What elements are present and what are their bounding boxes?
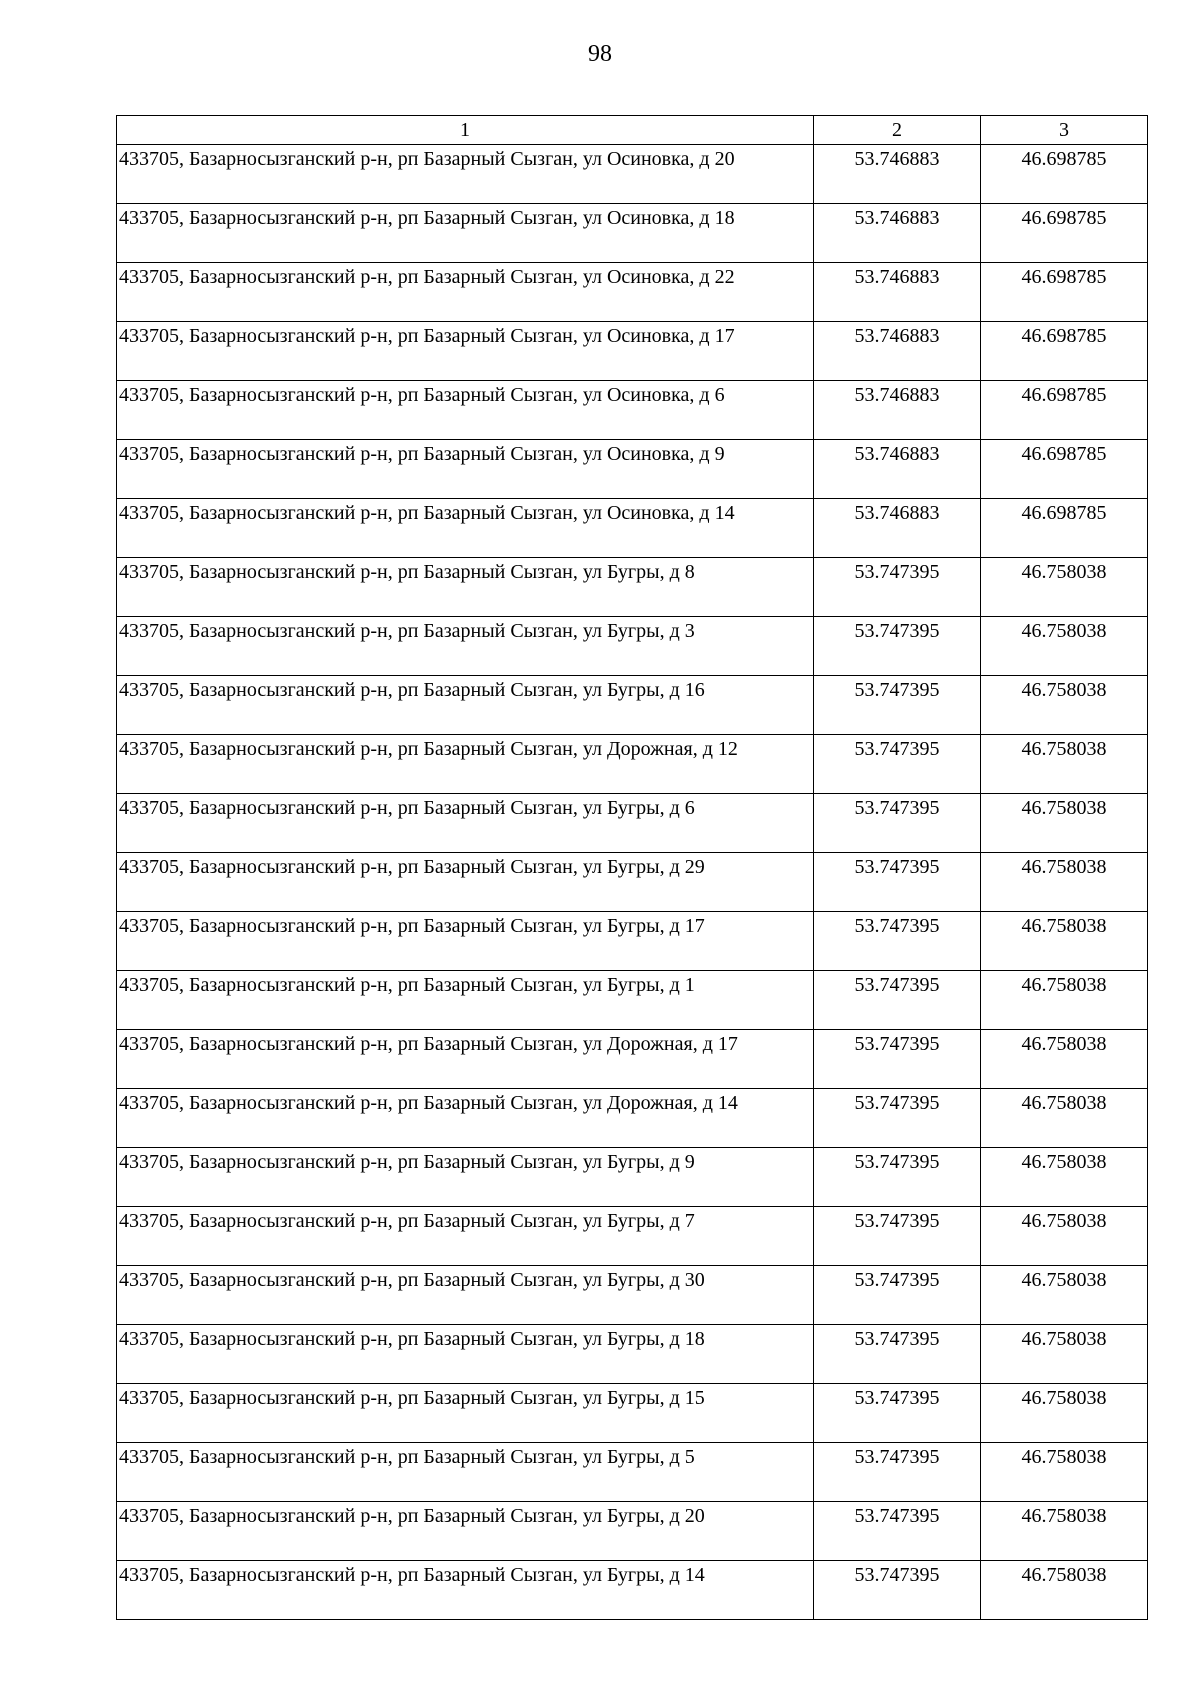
address-cell: 433705, Базарносызганский р-н, рп Базарный Сызган, ул Бугры, д 30	[117, 1266, 814, 1325]
address-cell: 433705, Базарносызганский р-н, рп Базарный Сызган, ул Бугры, д 7	[117, 1207, 814, 1266]
latitude-cell: 53.747395	[814, 617, 981, 676]
latitude-cell: 53.747395	[814, 853, 981, 912]
latitude-cell: 53.747395	[814, 1325, 981, 1384]
longitude-cell: 46.758038	[981, 617, 1148, 676]
address-cell: 433705, Базарносызганский р-н, рп Базарный Сызган, ул Бугры, д 17	[117, 912, 814, 971]
table-row	[117, 381, 1148, 440]
table-row	[117, 735, 1148, 794]
longitude-cell: 46.698785	[981, 381, 1148, 440]
address-cell: 433705, Базарносызганский р-н, рп Базарный Сызган, ул Бугры, д 15	[117, 1384, 814, 1443]
longitude-cell: 46.758038	[981, 1089, 1148, 1148]
table-row	[117, 794, 1148, 853]
latitude-cell: 53.747395	[814, 558, 981, 617]
latitude-cell: 53.747395	[814, 1561, 981, 1620]
address-cell: 433705, Базарносызганский р-н, рп Базарный Сызган, ул Бугры, д 18	[117, 1325, 814, 1384]
longitude-cell: 46.758038	[981, 853, 1148, 912]
table-row	[117, 1148, 1148, 1207]
address-cell: 433705, Базарносызганский р-н, рп Базарный Сызган, ул Дорожная, д 14	[117, 1089, 814, 1148]
table-row	[117, 1089, 1148, 1148]
table-row	[117, 853, 1148, 912]
longitude-cell: 46.758038	[981, 971, 1148, 1030]
latitude-cell: 53.747395	[814, 1443, 981, 1502]
address-cell: 433705, Базарносызганский р-н, рп Базарный Сызган, ул Бугры, д 1	[117, 971, 814, 1030]
latitude-cell: 53.747395	[814, 1502, 981, 1561]
longitude-cell: 46.758038	[981, 1207, 1148, 1266]
latitude-cell: 53.746883	[814, 263, 981, 322]
address-cell: 433705, Базарносызганский р-н, рп Базарный Сызган, ул Осиновка, д 20	[117, 145, 814, 204]
longitude-cell: 46.698785	[981, 440, 1148, 499]
longitude-cell: 46.698785	[981, 499, 1148, 558]
table-header-row	[117, 116, 1148, 145]
longitude-cell: 46.758038	[981, 735, 1148, 794]
table-row	[117, 322, 1148, 381]
longitude-cell: 46.758038	[981, 1266, 1148, 1325]
latitude-cell: 53.746883	[814, 440, 981, 499]
address-cell: 433705, Базарносызганский р-н, рп Базарный Сызган, ул Осиновка, д 6	[117, 381, 814, 440]
address-cell: 433705, Базарносызганский р-н, рп Базарный Сызган, ул Осиновка, д 17	[117, 322, 814, 381]
address-cell: 433705, Базарносызганский р-н, рп Базарный Сызган, ул Осиновка, д 18	[117, 204, 814, 263]
address-cell: 433705, Базарносызганский р-н, рп Базарный Сызган, ул Бугры, д 16	[117, 676, 814, 735]
address-cell: 433705, Базарносызганский р-н, рп Базарный Сызган, ул Бугры, д 14	[117, 1561, 814, 1620]
longitude-cell: 46.758038	[981, 1030, 1148, 1089]
address-cell: 433705, Базарносызганский р-н, рп Базарный Сызган, ул Осиновка, д 9	[117, 440, 814, 499]
address-cell: 433705, Базарносызганский р-н, рп Базарный Сызган, ул Дорожная, д 12	[117, 735, 814, 794]
latitude-cell: 53.746883	[814, 381, 981, 440]
longitude-cell: 46.698785	[981, 263, 1148, 322]
address-cell: 433705, Базарносызганский р-н, рп Базарный Сызган, ул Бугры, д 6	[117, 794, 814, 853]
table-row	[117, 204, 1148, 263]
table-row	[117, 1030, 1148, 1089]
longitude-cell: 46.758038	[981, 912, 1148, 971]
longitude-cell: 46.758038	[981, 1148, 1148, 1207]
longitude-cell: 46.758038	[981, 1443, 1148, 1502]
address-cell: 433705, Базарносызганский р-н, рп Базарный Сызган, ул Бугры, д 9	[117, 1148, 814, 1207]
longitude-cell: 46.758038	[981, 558, 1148, 617]
table-row	[117, 1325, 1148, 1384]
address-cell: 433705, Базарносызганский р-н, рп Базарный Сызган, ул Дорожная, д 17	[117, 1030, 814, 1089]
latitude-cell: 53.747395	[814, 1148, 981, 1207]
latitude-cell: 53.746883	[814, 204, 981, 263]
latitude-cell: 53.747395	[814, 1384, 981, 1443]
address-cell: 433705, Базарносызганский р-н, рп Базарный Сызган, ул Бугры, д 8	[117, 558, 814, 617]
longitude-cell: 46.758038	[981, 1325, 1148, 1384]
column-header-address: 1	[117, 116, 814, 145]
table-row	[117, 1266, 1148, 1325]
address-cell: 433705, Базарносызганский р-н, рп Базарный Сызган, ул Бугры, д 3	[117, 617, 814, 676]
column-header-longitude: 3	[981, 116, 1148, 145]
table-row	[117, 1561, 1148, 1620]
latitude-cell: 53.747395	[814, 912, 981, 971]
table-row	[117, 971, 1148, 1030]
latitude-cell: 53.747395	[814, 1207, 981, 1266]
table-row	[117, 263, 1148, 322]
latitude-cell: 53.747395	[814, 794, 981, 853]
address-cell: 433705, Базарносызганский р-н, рп Базарный Сызган, ул Бугры, д 20	[117, 1502, 814, 1561]
longitude-cell: 46.698785	[981, 204, 1148, 263]
latitude-cell: 53.747395	[814, 735, 981, 794]
table-row	[117, 676, 1148, 735]
table-row	[117, 1207, 1148, 1266]
longitude-cell: 46.758038	[981, 676, 1148, 735]
longitude-cell: 46.698785	[981, 322, 1148, 381]
latitude-cell: 53.747395	[814, 1266, 981, 1325]
longitude-cell: 46.758038	[981, 1502, 1148, 1561]
table-row	[117, 558, 1148, 617]
table-row	[117, 1443, 1148, 1502]
table-row	[117, 912, 1148, 971]
latitude-cell: 53.746883	[814, 499, 981, 558]
latitude-cell: 53.747395	[814, 676, 981, 735]
latitude-cell: 53.747395	[814, 1030, 981, 1089]
latitude-cell: 53.747395	[814, 971, 981, 1030]
table-row	[117, 1384, 1148, 1443]
table-body	[117, 145, 1148, 1620]
column-header-latitude: 2	[814, 116, 981, 145]
longitude-cell: 46.758038	[981, 794, 1148, 853]
latitude-cell: 53.747395	[814, 1089, 981, 1148]
table-row	[117, 145, 1148, 204]
address-cell: 433705, Базарносызганский р-н, рп Базарный Сызган, ул Бугры, д 29	[117, 853, 814, 912]
page-number: 98	[588, 41, 612, 67]
table-row	[117, 1502, 1148, 1561]
longitude-cell: 46.698785	[981, 145, 1148, 204]
longitude-cell: 46.758038	[981, 1561, 1148, 1620]
address-cell: 433705, Базарносызганский р-н, рп Базарный Сызган, ул Осиновка, д 14	[117, 499, 814, 558]
latitude-cell: 53.746883	[814, 145, 981, 204]
table-row	[117, 440, 1148, 499]
latitude-cell: 53.746883	[814, 322, 981, 381]
address-table	[116, 115, 1148, 1620]
table-row	[117, 617, 1148, 676]
address-cell: 433705, Базарносызганский р-н, рп Базарный Сызган, ул Бугры, д 5	[117, 1443, 814, 1502]
address-cell: 433705, Базарносызганский р-н, рп Базарный Сызган, ул Осиновка, д 22	[117, 263, 814, 322]
longitude-cell: 46.758038	[981, 1384, 1148, 1443]
table-row	[117, 499, 1148, 558]
